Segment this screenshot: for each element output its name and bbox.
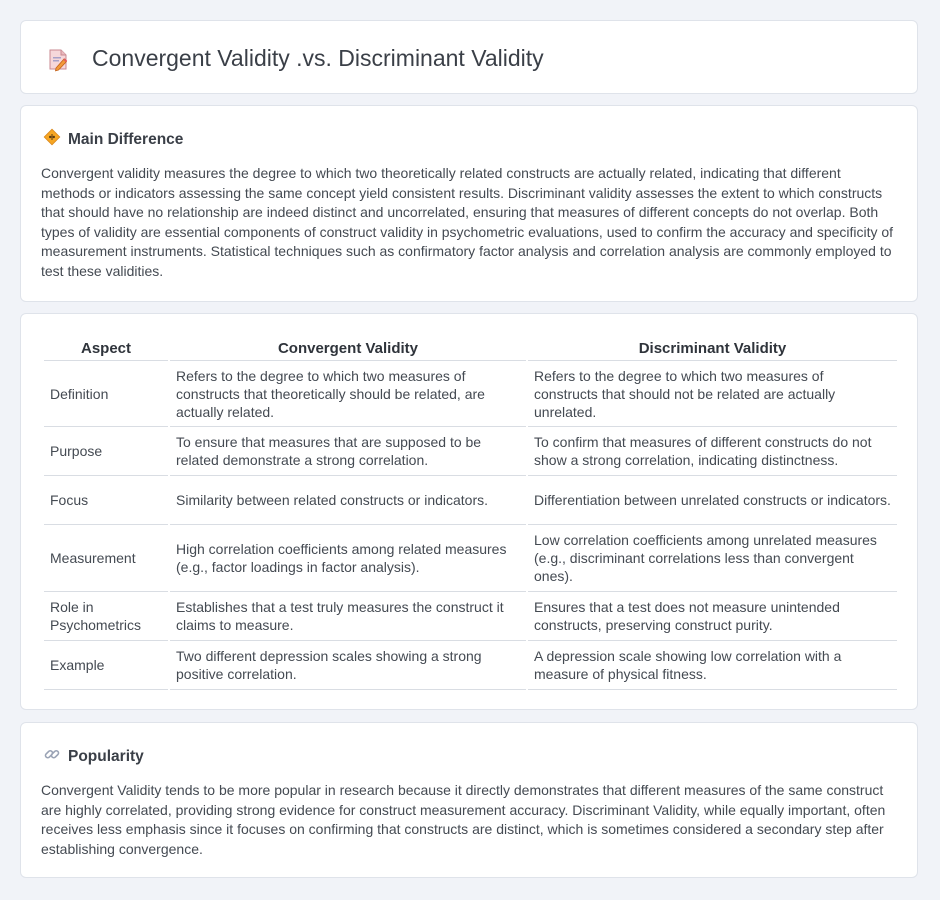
popularity-heading	[43, 745, 144, 768]
main-difference-section	[20, 105, 918, 302]
row-aspect: Definition	[44, 361, 168, 427]
row-convergent: Establishes that a test truly measures the construct it claims to measure.	[170, 592, 526, 641]
main-difference-title: Main Difference	[68, 130, 184, 148]
table-row	[44, 592, 897, 641]
row-convergent: To ensure that measures that are supposed to be related demonstrate a strong correlation.	[170, 427, 526, 476]
row-discriminant: Refers to the degree to which two measures of constructs that should not be related are actually unrelated.	[528, 361, 897, 427]
header-convergent: Convergent Validity	[170, 336, 526, 361]
popularity-title: Popularity	[68, 747, 144, 765]
row-discriminant: To confirm that measures of different constructs do not show a strong correlation, indicating distinctness.	[528, 427, 897, 476]
table-row	[44, 476, 897, 525]
popularity-section	[20, 722, 918, 878]
row-convergent: High correlation coefficients among related measures (e.g., factor loadings in factor analysis).	[170, 525, 526, 592]
diamond-icon	[43, 128, 61, 151]
table-row	[44, 641, 897, 690]
row-aspect: Role in Psychometrics	[44, 592, 168, 641]
table-header-row	[44, 336, 897, 361]
row-aspect: Purpose	[44, 427, 168, 476]
row-convergent: Similarity between related constructs or indicators.	[170, 476, 526, 525]
table-row	[44, 361, 897, 427]
table-row	[44, 525, 897, 592]
header-card	[20, 20, 918, 94]
row-aspect: Focus	[44, 476, 168, 525]
header-discriminant: Discriminant Validity	[528, 336, 897, 361]
row-convergent: Two different depression scales showing a strong positive correlation.	[170, 641, 526, 690]
table-row	[44, 427, 897, 476]
link-icon	[43, 745, 61, 768]
row-aspect: Measurement	[44, 525, 168, 592]
main-difference-heading	[43, 128, 183, 151]
document-edit-icon	[47, 48, 69, 72]
popularity-text: Convergent Validity tends to be more popular in research because it directly demonstrates that different measures of the same construct are highly correlated, providing strong evidence for construct measurement accuracy. Discriminant Validity, while equally important, often receives less emphasis since it focuses on confirming that constructs are distinct, which is sometimes considered a secondary step after establishing convergence.	[41, 782, 886, 857]
page-title: Convergent Validity .vs. Discriminant Validity	[92, 45, 544, 71]
comparison-table-section	[20, 313, 918, 710]
row-aspect: Example	[44, 641, 168, 690]
row-convergent: Refers to the degree to which two measures of constructs that theoretically should be related, are actually related.	[170, 361, 526, 427]
comparison-table	[42, 336, 899, 690]
row-discriminant: Ensures that a test does not measure unintended constructs, preserving construct purity.	[528, 592, 897, 641]
row-discriminant: Low correlation coefficients among unrelated measures (e.g., discriminant correlations less than convergent ones).	[528, 525, 897, 592]
main-difference-text: Convergent validity measures the degree to which two theoretically related constructs are actually related, indicating that different methods or indicators assessing the same concept yield consistent results. Discriminant validity assesses the extent to which constructs that should have no relationship are indeed distinct and uncorrelated, ensuring that measures of different concepts do not overlap. Both types of validity are essential components of construct validity in psychometric evaluations, used to confirm the accuracy and specificity of measurement instruments. Statistical techniques such as confirmatory factor analysis and correlation analysis are commonly employed to test these validities.	[41, 165, 894, 279]
row-discriminant: Differentiation between unrelated constructs or indicators.	[528, 476, 897, 525]
row-discriminant: A depression scale showing low correlation with a measure of physical fitness.	[528, 641, 897, 690]
header-aspect: Aspect	[44, 336, 168, 361]
